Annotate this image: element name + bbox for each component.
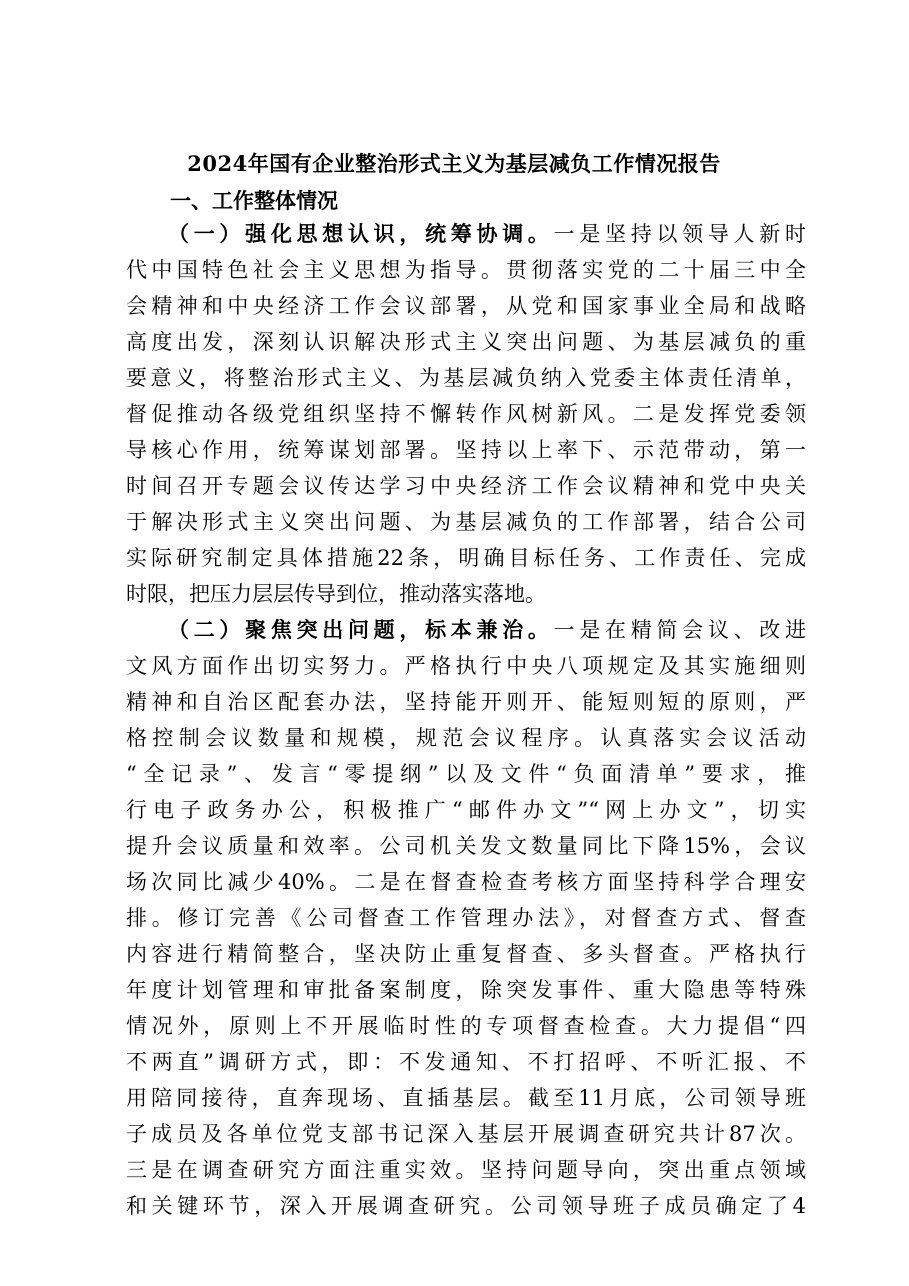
paragraph-1-line: 要意义，将整治形式主义、为基层减负纳入党委主体责任清单，: [126, 366, 806, 390]
document-title: 2024年国有企业整治形式主义为基层减负工作情况报告: [187, 151, 721, 176]
paragraph-1-line: 于解决形式主义突出问题、为基层减负的工作部署，结合公司: [126, 510, 806, 534]
paragraph-2-line: 提升会议质量和效率。公司机关发文数量同比下降15%，会议: [126, 834, 806, 858]
paragraph-2-line: 行电子政务办公，积极推广“邮件办文”“网上办文”，切实: [126, 798, 806, 822]
paragraph-1-line: 导核心作用，统筹谋划部署。坚持以上率下、示范带动，第一: [126, 438, 806, 462]
paragraph-2-line: 内容进行精简整合，坚决防止重复督查、多头督查。严格执行: [126, 942, 806, 966]
paragraph-1-heading: （一）强化思想认识，统筹协调。: [168, 221, 554, 246]
paragraph-1-line: 会精神和中央经济工作会议部署，从党和国家事业全局和战略: [126, 294, 806, 318]
paragraph-2-line-1: [168, 612, 806, 648]
paragraph-2-line: 年度计划管理和审批备案制度，除突发事件、重大隐患等特殊: [126, 978, 806, 1002]
paragraph-1-line: 实际研究制定具体措施22条，明确目标任务、工作责任、完成: [126, 546, 806, 570]
paragraph-2-line: 格控制会议数量和规模，规范会议程序。认真落实会议活动: [126, 726, 806, 750]
paragraph-2-line: “全记录”、发言“零提纲”以及文件“负面清单”要求，推: [126, 762, 806, 786]
paragraph-2-line: 用陪同接待，直奔现场、直插基层。截至11月底，公司领导班: [126, 1086, 806, 1110]
paragraph-2-line: 三是在调查研究方面注重实效。坚持问题导向，突出重点领域: [126, 1158, 806, 1182]
paragraph-1-line-text: 一是坚持以领导人新时: [553, 222, 806, 246]
section-heading: 一、工作整体情况: [170, 189, 338, 213]
paragraph-1-line-1: [168, 216, 806, 252]
paragraph-2-line: 和关键环节，深入开展调查研究。公司领导班子成员确定了4: [126, 1194, 806, 1218]
paragraph-1-line: 时间召开专题会议传达学习中央经济工作会议精神和党中央关: [126, 474, 806, 498]
paragraph-2-heading: （二）聚焦突出问题，标本兼治。: [168, 617, 554, 642]
paragraph-1-line: 时限，把压力层层传导到位，推动落实落地。: [126, 582, 546, 606]
paragraph-2-line: 情况外，原则上不开展临时性的专项督查检查。大力提倡“四: [126, 1014, 806, 1038]
paragraph-2-line: 子成员及各单位党支部书记深入基层开展调查研究共计87次。: [126, 1122, 806, 1146]
paragraph-2-line: 不两直”调研方式，即：不发通知、不打招呼、不听汇报、不: [126, 1050, 806, 1074]
paragraph-2-line: 场次同比减少40%。二是在督查检查考核方面坚持科学合理安: [126, 870, 806, 894]
paragraph-1-line: 督促推动各级党组织坚持不懈转作风树新风。二是发挥党委领: [126, 402, 806, 426]
paragraph-2-line: 排。修订完善《公司督查工作管理办法》，对督查方式、督查: [126, 906, 806, 930]
paragraph-2-line: 文风方面作出切实努力。严格执行中央八项规定及其实施细则: [126, 654, 806, 678]
paragraph-2-line: 精神和自治区配套办法，坚持能开则开、能短则短的原则，严: [126, 690, 806, 714]
paragraph-1-line: 代中国特色社会主义思想为指导。贯彻落实党的二十届三中全: [126, 258, 806, 282]
paragraph-1-line: 高度出发，深刻认识解决形式主义突出问题、为基层减负的重: [126, 330, 806, 354]
paragraph-2-line-text: 一是在精简会议、改进: [553, 618, 806, 642]
